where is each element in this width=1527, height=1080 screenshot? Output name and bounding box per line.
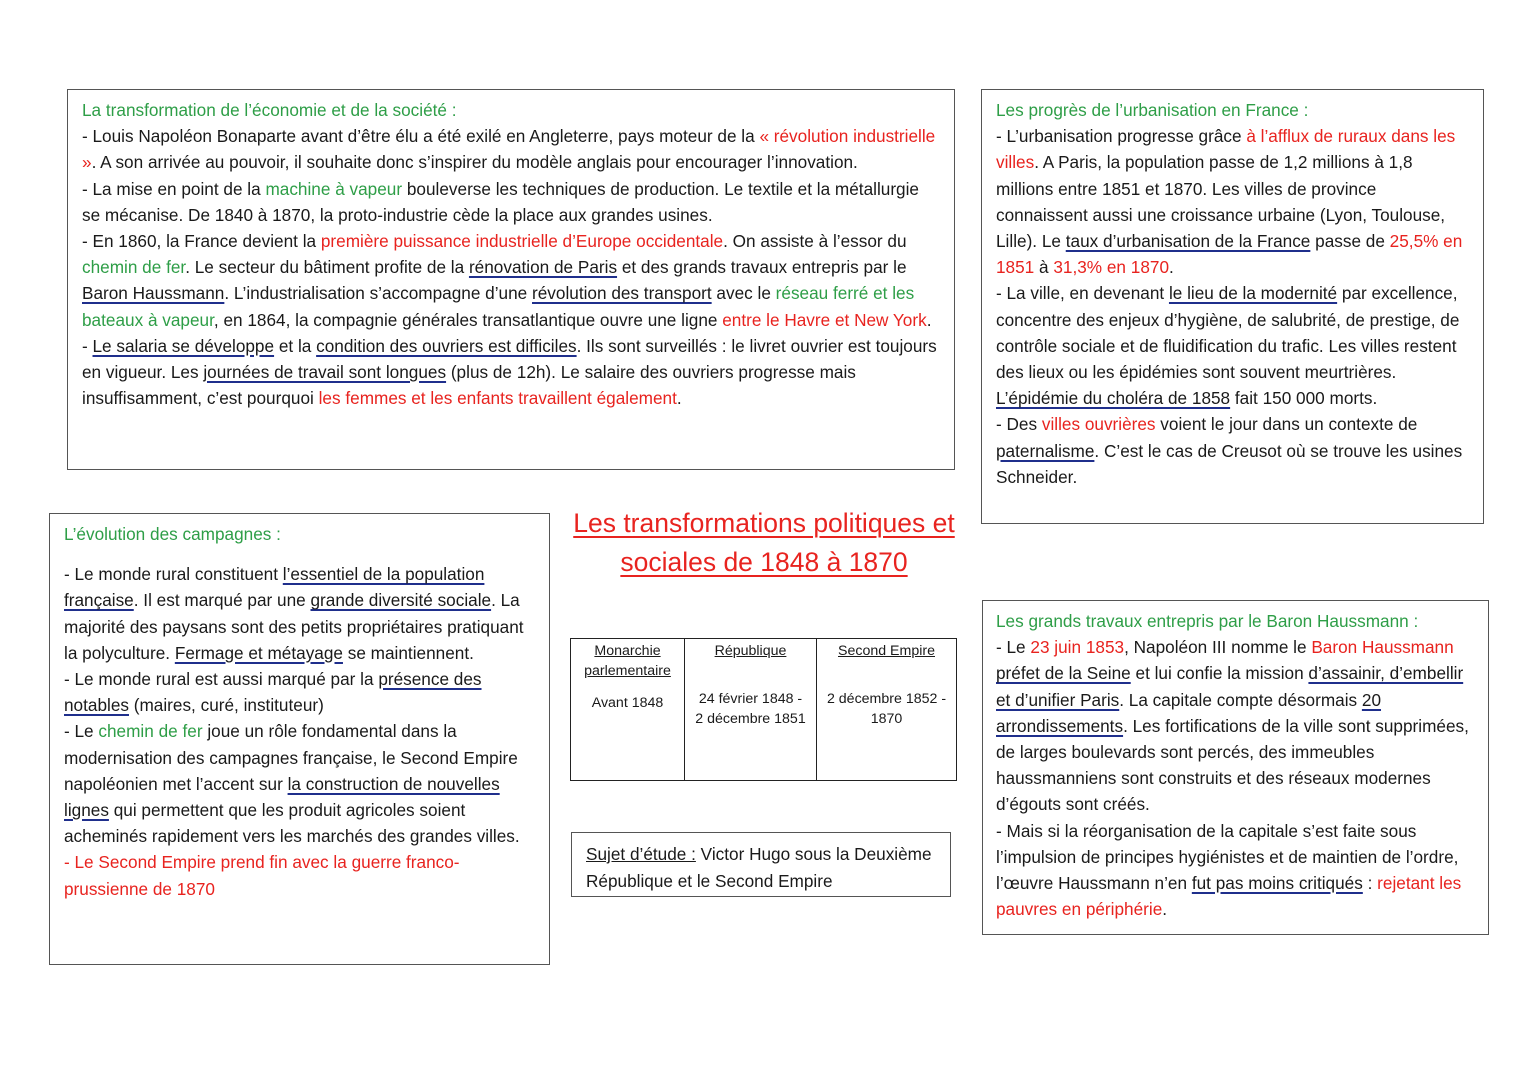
text: - En 1860, la France devient la [82,231,321,252]
underlined-text: le lieu de la modernité [1168,283,1338,304]
underlined-text: condition des ouvriers est difficiles [316,335,577,356]
underlined-text: 20 arrondissements [996,689,1382,736]
text: . C’est le cas de Creusot où se trouve les usines Schneider. [996,440,1463,487]
text: à [1034,257,1054,278]
underlined-text: Le salaria se développe [92,335,275,356]
subject-text: Victor Hugo sous la Deuxième République et le Second Empire [586,844,932,891]
text: - Louis Napoléon Bonaparte avant d’être élu a été exilé en Angleterre, pays moteur de la [82,126,760,147]
text: : [1362,873,1378,894]
text: . A Paris, la population passe de 1,2 millions à 1,8 millions entre 1851 et 1870. Les villes de province connaissent aussi une croissance urbaine (Lyon, Toulouse, Lille). Le [996,152,1446,252]
text: . La majorité des paysans sont des petits propriétaires pratiquant la polyculture. [64,590,524,663]
highlight-green: machine à vapeur [265,178,403,199]
text: fait 150 000 morts. [1230,388,1378,409]
text: . La capitale compte désormais [1119,689,1362,710]
highlight-red: « révolution industrielle » [82,126,936,173]
economy-paragraph-1 [82,123,940,175]
text: - La ville, en devenant [996,283,1169,304]
countryside-box [49,513,550,965]
periods-table [570,638,957,781]
highlight-green: chemin de fer [82,257,186,278]
highlight-red: à l’afflux de ruraux dans les villes [996,126,1456,173]
underlined-text: présence des notables [64,669,482,716]
text: (plus de 12h). Le salaire des ouvriers progresse mais insuffisamment, c’est pourquoi [82,362,856,409]
highlight-red: les femmes et les enfants travaillent également [318,388,677,409]
study-subject-box [571,832,951,897]
period-name: Monarchie parlementaire [584,643,671,679]
countryside-heading: L’évolution des campagnes : [64,524,281,544]
text: - Le [64,721,99,742]
underlined-text: L’épidémie du choléra de 1858 [996,388,1231,409]
period-date: 2 décembre 1852 - 1870 [826,691,947,727]
text: - La mise en point de la [82,178,266,199]
highlight-red: Baron Haussmann [1311,637,1454,658]
underlined-text: Baron Haussmann [82,283,225,304]
highlight-red: rejetant les pauvres en périphérie [996,873,1462,920]
text: . A son arrivée au pouvoir, il souhaite donc s’inspirer du modèle anglais pour encourager l’innovation. [91,152,858,173]
text: avec le [711,283,776,304]
countryside-paragraph-4: - Le Second Empire prend fin avec la guerre franco-prussienne de 1870 [64,852,460,899]
subject-label: Sujet d’étude : [586,844,696,864]
text: . Le secteur du bâtiment profite de la [185,257,469,278]
text: . Les fortifications de la ville sont supprimées, de larges boulevards sont percés, des immeubles haussmanniens sont construits et des réseaux modernes d’égouts sont créés. [996,715,1469,815]
highlight-red: première puissance industrielle d’Europe occidentale [320,231,724,252]
haussmann-paragraph-1 [996,634,1475,817]
haussmann-heading: Les grands travaux entrepris par le Baron Haussmann : [996,611,1419,631]
underlined-text: préfet de la Seine [996,663,1131,684]
text: - Le monde rural est aussi marqué par la [64,669,379,690]
text: - Mais si la réorganisation de la capitale s’est faite sous l’impulsion de principes hygiénistes et de maintien de l’ordre, l’œuvre Haussmann n’en [996,820,1459,894]
underlined-text: grande diversité sociale [310,590,492,611]
highlight-green: chemin de fer [98,721,203,742]
haussmann-paragraph-2 [996,818,1475,923]
text: . L’industrialisation s’accompagne d’une [224,283,533,304]
text: se maintiennent. [342,642,474,663]
highlight-red: 31,3% en 1870 [1053,257,1169,278]
highlight-green: réseau ferré et les bateaux à vapeur [82,283,915,330]
underlined-text: fut pas moins critiqués [1191,873,1363,894]
text: , Napoléon III nomme le [1124,637,1312,658]
underlined-text: rénovation de Paris [468,257,618,278]
economy-heading: La transformation de l’économie et de la société : [82,100,457,120]
text: et lui confie la mission [1130,663,1309,684]
underlined-text: paternalisme [996,440,1095,461]
highlight-red: entre le Havre et New York [722,309,927,330]
urbanisation-paragraph-1 [996,123,1469,280]
period-date: 24 février 1848 - 2 décembre 1851 [695,691,806,727]
period-date: Avant 1848 [591,695,664,711]
period-name: République [714,643,787,659]
text: - Le monde rural constituent [64,564,283,585]
text: et des grands travaux entrepris par le [617,257,907,278]
countryside-paragraph-1 [64,561,535,666]
text: . Il est marqué par une [133,590,311,611]
page-title: Les transformations politiques et sociales de 1848 à 1870 [573,508,955,577]
text: - Des [996,414,1042,435]
urbanisation-paragraph-3 [996,411,1469,490]
text: . [1162,899,1168,920]
urbanisation-paragraph-2 [996,280,1469,411]
underlined-text: révolution des transport [532,283,712,304]
text: bouleverse les techniques de production. Le textile et la métallurgie se mécanise. De 1840 à 1870, la proto-industrie cède la place aux grandes usines. [82,178,919,225]
highlight-red: 25,5% en 1851 [996,231,1463,278]
underlined-text: l’essentiel de la population française [64,564,485,611]
underlined-text: Fermage et métayage [174,642,343,663]
text: joue un rôle fondamental dans la modernisation des campagnes française, le Second Empire napoléonien met l’accent sur [64,721,518,794]
underlined-text: journées de travail sont longues [203,362,447,383]
period-cell [817,639,957,781]
urbanisation-box [981,89,1484,524]
urbanisation-heading: Les progrès de l’urbanisation en France : [996,100,1309,120]
text: . On assiste à l’essor du [723,231,907,252]
text: - [82,335,93,356]
text: voient le jour dans un contexte de [1155,414,1418,435]
underlined-text: d’assainir, d’embellir et d’unifier Paris [996,663,1464,710]
highlight-red: villes ouvrières [1041,414,1156,435]
haussmann-works-box [982,600,1489,935]
countryside-paragraph-3 [64,718,535,849]
period-cell [685,639,817,781]
economy-society-box [67,89,955,470]
text: qui permettent que les produit agricoles soient acheminés rapidement vers les marchés des grandes villes. [64,800,520,847]
text: . Ils sont surveillés : le livret ouvrier est toujours en vigueur. Les [82,335,937,383]
text: . [676,388,682,409]
text: et la [274,335,317,356]
economy-paragraph-3 [82,228,940,333]
text: - Le [996,637,1031,658]
period-cell [571,639,685,781]
text: (maires, curé, instituteur) [128,695,324,716]
text: par excellence, concentre des enjeux d’hygiène, de salubrité, de prestige, de contrôle sociale et de fluidification du trafic. Les villes restent des lieux ou les épidémies sont souvent meurtrières. [996,283,1460,383]
text: - L’urbanisation progresse grâce [996,126,1247,147]
highlight-red: 23 juin 1853 [1030,637,1125,658]
underlined-text: taux d’urbanisation de la France [1065,231,1311,252]
text: . [1169,257,1174,278]
countryside-paragraph-2 [64,666,535,718]
economy-paragraph-2 [82,176,940,228]
text: , en 1864, la compagnie générales transatlantique ouvre une ligne [213,309,723,330]
text: . [926,309,932,330]
economy-paragraph-4 [82,333,940,412]
underlined-text: la construction de nouvelles lignes [64,773,500,821]
text: passe de [1310,231,1390,252]
period-name: Second Empire [838,643,935,659]
